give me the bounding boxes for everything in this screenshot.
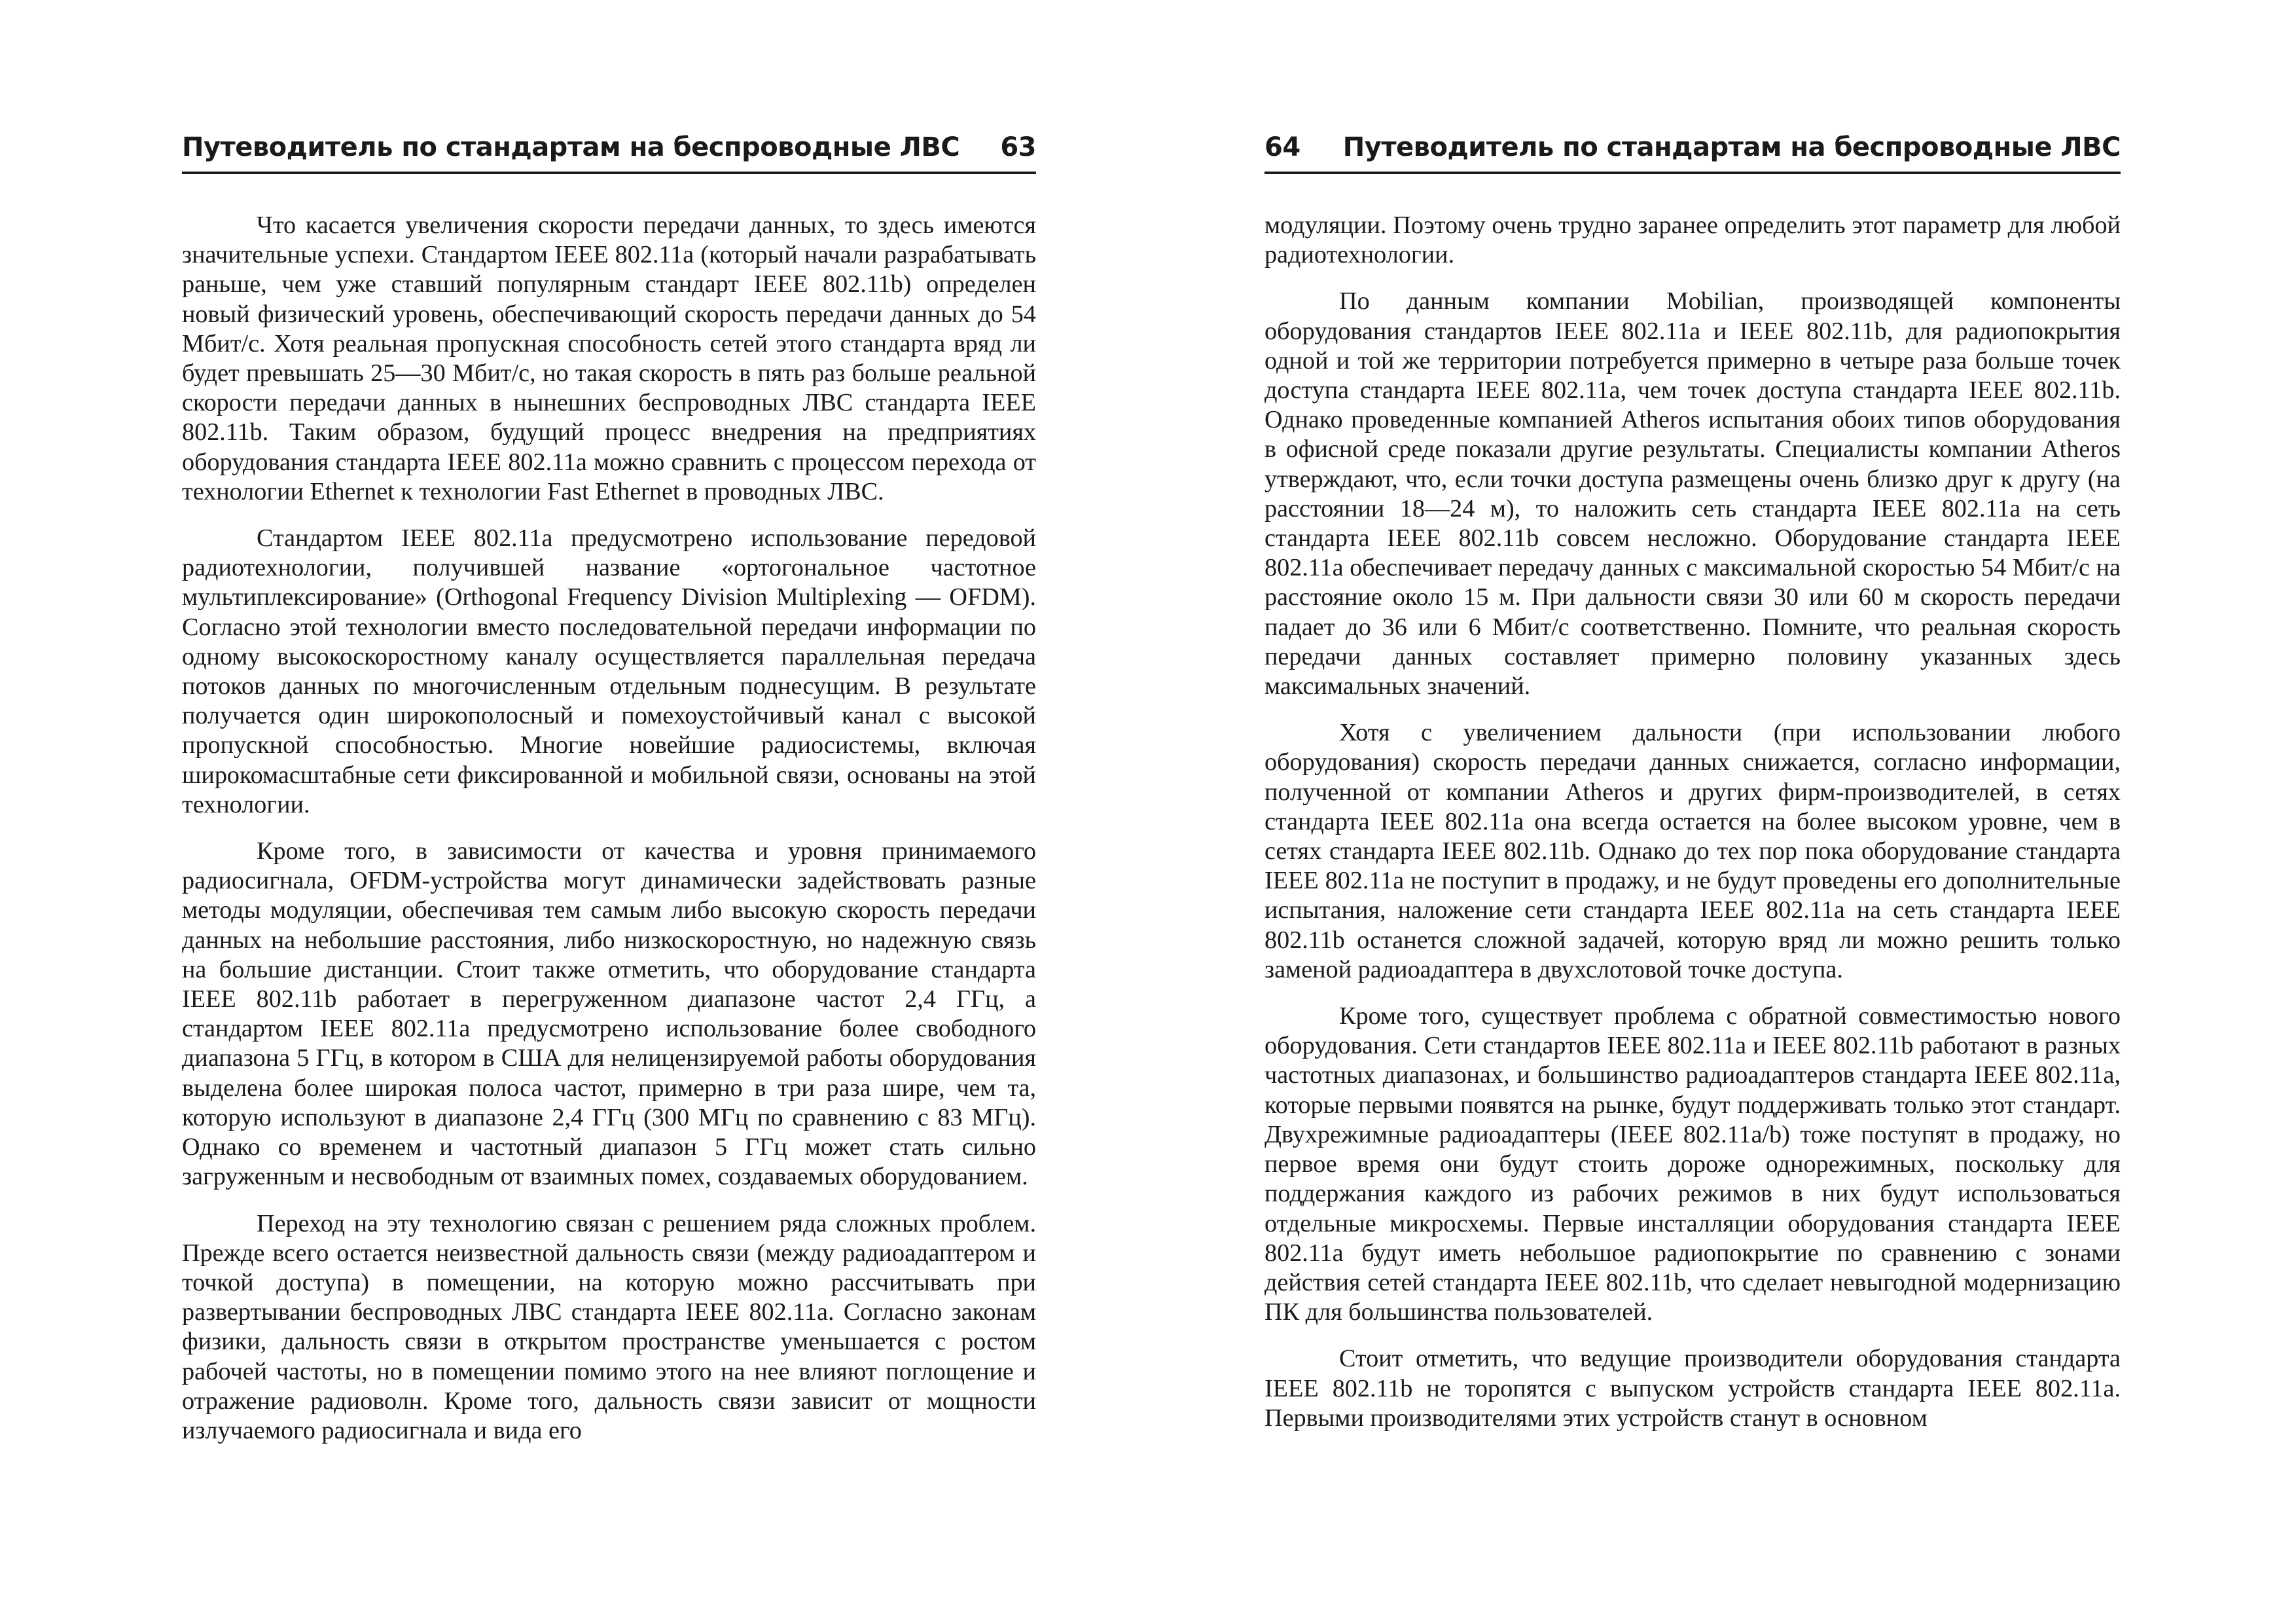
paragraph: Стоит отметить, что ведущие производители оборудования стандарта IEEE 802.11b не торопятся с выпуском устройств стандарта IEEE 802.11a. Первыми производителями этих устройств станут в основном (1265, 1345, 2121, 1432)
paragraph: Переход на эту технологию связан с решением ряда сложных проблем. Прежде всего остается неизвестной дальность связи (между радиоадаптером и точкой доступа) в помещении, на которую можно рассчитывать при развертывании беспроводных ЛВС стандарта IEEE 802.11a. Согласно законам физики, дальность связи в открытом пространстве уменьшается с ростом рабочей частоты, но в помещении помимо этого на нее влияют поглощение и отражение радиоволн. Кроме того, дальность связи зависит от мощности излучаемого радиосигнала и вида его (182, 1209, 1036, 1444)
header-title: Путеводитель по стандартам на беспроводные ЛВС (182, 132, 960, 162)
page-number: 63 (1000, 132, 1036, 162)
paragraph-continuation: модуляции. Поэтому очень трудно заранее определить этот параметр для любой радиотехнологии. (1265, 211, 2121, 269)
page-number: 64 (1265, 132, 1300, 162)
running-header (182, 128, 1036, 174)
paragraph: Стандартом IEEE 802.11a предусмотрено использование передовой радиотехнологии, получившей название «ортогональное частотное мультиплексирование» (Orthogonal Frequency Division Multiplexing — OFDM). Согласно этой технологии вместо последовательной передачи информации по одному высокоскоростному каналу осуществляется параллельная передача потоков данных по многочисленным отдельным поднесущим. В результате получается один широкополосный и помехоустойчивый канал с высокой пропускной способностью. Многие новейшие радиосистемы, включая широкомасштабные сети фиксированной и мобильной связи, основаны на этой технологии. (182, 524, 1036, 818)
paragraph: Хотя с увеличением дальности (при использовании любого оборудования) скорость передачи данных снижается, согласно информации, полученной от компании Atheros и других фирм-производителей, в сетях стандарта IEEE 802.11a она всегда остается на более высоком уровне, чем в сетях стандарта IEEE 802.11b. Однако до тех пор пока оборудование стандарта IEEE 802.11a не поступит в продажу, и не будут проведены его дополнительные испытания, наложение сети стандарта IEEE 802.11a на сеть стандарта IEEE 802.11b останется сложной задачей, которую вряд ли можно решить только заменой радиоадаптера в двухслотовой точке доступа. (1265, 719, 2121, 983)
right-page (1148, 0, 2296, 1623)
running-header (1265, 128, 2121, 174)
header-title: Путеводитель по стандартам на беспроводные ЛВС (1342, 132, 2121, 162)
paragraph: Кроме того, существует проблема с обратной совместимостью нового оборудования. Сети стандартов IEEE 802.11a и IEEE 802.11b работают в разных частотных диапазонах, и большинство радиоадаптеров стандарта IEEE 802.11a, которые первыми появятся на рынке, будут поддерживать только этот стандарт. Двухрежимные радиоадаптеры (IEEE 802.11a/b) тоже поступят в продажу, но первое время они будут стоить дороже однорежимных, поскольку для поддержания каждого из рабочих режимов в них будут использоваться отдельные микросхемы. Первые инсталляции оборудования стандарта IEEE 802.11a будут иметь небольшое радиопокрытие по сравнению с зонами действия сетей стандарта IEEE 802.11b, что сделает невыгодной модернизацию ПК для большинства пользователей. (1265, 1002, 2121, 1326)
paragraph: Что касается увеличения скорости передачи данных, то здесь имеются значительные успехи. Стандартом IEEE 802.11a (который начали разрабатывать раньше, чем уже ставший популярным стандарт IEEE 802.11b) определен новый физический уровень, обеспечивающий скорость передачи данных до 54 Мбит/с. Хотя реальная пропускная способность сетей этого стандарта вряд ли будет превышать 25—30 Мбит/с, но такая скорость в пять раз больше реальной скорости передачи данных в нынешних беспроводных ЛВС стандарта IEEE 802.11b. Таким образом, будущий процесс внедрения на предприятиях оборудования стандарта IEEE 802.11a можно сравнить с процессом перехода от технологии Ethernet к технологии Fast Ethernet в проводных ЛВС. (182, 211, 1036, 505)
page-body (182, 211, 1036, 1463)
paragraph: По данным компании Mobilian, производящей компоненты оборудования стандартов IEEE 802.11a и IEEE 802.11b, для радиопокрытия одной и той же территории потребуется примерно в четыре раза больше точек доступа стандарта IEEE 802.11a, чем точек доступа стандарта IEEE 802.11b. Однако проведенные компанией Atheros испытания обоих типов оборудования в офисной среде показали другие результаты. Специалисты компании Atheros утверждают, что, если точки доступа размещены очень близко друг к другу (на расстоянии 18—24 м), то наложить сеть стандарта IEEE 802.11a на сеть стандарта IEEE 802.11b совсем несложно. Оборудование стандарта IEEE 802.11a обеспечивает передачу данных с максимальной скоростью 54 Мбит/с на расстояние около 15 м. При дальности связи 30 или 60 м скорость передачи падает до 36 или 6 Мбит/с соответственно. Помните, что реальная скорость передачи данных составляет примерно половину указанных здесь максимальных значений. (1265, 287, 2121, 701)
paragraph: Кроме того, в зависимости от качества и уровня принимаемого радиосигнала, OFDM-устройства могут динамически задействовать разные методы модуляции, обеспечивая тем самым либо высокую скорость передачи данных на небольшие расстояния, либо низкоскоростную, но надежную связь на большие дистанции. Стоит также отметить, что оборудование стандарта IEEE 802.11b работает в перегруженном диапазоне частот 2,4 ГГц, а стандартом IEEE 802.11a предусмотрено использование более свободного диапазона 5 ГГц, в котором в США для нелицензируемой работы оборудования выделена более широкая полоса частот, примерно в три раза шире, чем та, которую используют в диапазоне 2,4 ГГц (300 МГц по сравнению с 83 МГц). Однако со временем и частотный диапазон 5 ГГц может стать сильно загруженным и несвободным от взаимных помех, создаваемых оборудованием. (182, 837, 1036, 1191)
page-body (1265, 211, 2121, 1450)
